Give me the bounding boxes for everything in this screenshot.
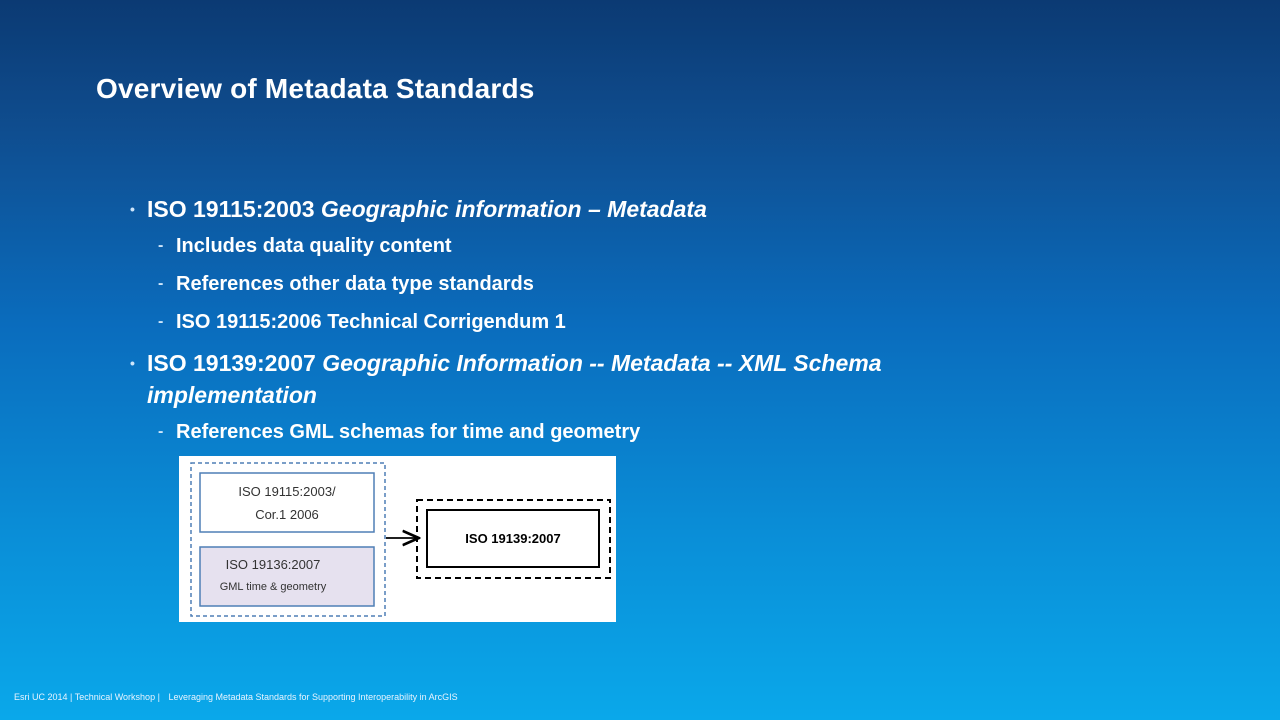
diagram-svg: [179, 456, 616, 622]
sub-item: [130, 227, 1030, 265]
dash-icon: -: [158, 275, 164, 292]
sub-item: [130, 303, 1030, 341]
bullet-item-iso19139: [130, 347, 1030, 411]
iso19136-box-line2: GML time & geometry: [219, 581, 327, 593]
bullet-italic: Geographic Information -- Metadata -- XML Schema implementation: [147, 350, 882, 408]
sub-item-label: References GML schemas for time and geometry: [176, 421, 641, 443]
sub-item-label: ISO 19115:2006 Technical Corrigendum 1: [176, 311, 566, 333]
iso19115-box-line2: Cor.1 2006: [255, 507, 319, 522]
sub-item: [130, 265, 1030, 303]
iso19115-box-line1: ISO 19115:2003/: [238, 484, 336, 499]
sub-item-label: References other data type standards: [176, 273, 534, 295]
iso19115-box: [200, 473, 374, 532]
bullet-lead: ISO 19115:2003: [147, 196, 321, 222]
footer-session-title: Leveraging Metadata Standards for Supporting Interoperability in ArcGIS: [168, 692, 458, 702]
bullet-lead: ISO 19139:2007: [147, 350, 323, 376]
bullet-item-iso19115: [130, 193, 1030, 225]
bullet-list: [130, 193, 1030, 451]
bullet-icon: •: [130, 201, 135, 217]
footer-event: Esri UC 2014 | Technical Workshop |: [14, 692, 160, 702]
footer: [14, 692, 464, 702]
standards-diagram: [179, 456, 616, 622]
dash-icon: -: [158, 237, 164, 254]
bullet-icon: •: [130, 355, 135, 371]
sub-item-label: Includes data quality content: [176, 235, 452, 257]
sub-item: [130, 413, 1030, 451]
iso19139-box-label: ISO 19139:2007: [465, 531, 561, 546]
bullet-italic: Geographic information – Metadata: [320, 196, 707, 222]
dash-icon: -: [158, 423, 164, 440]
iso19136-box-line1: ISO 19136:2007: [225, 557, 321, 572]
iso19136-box: [200, 547, 374, 606]
slide-title: Overview of Metadata Standards: [96, 73, 535, 104]
dash-icon: -: [158, 313, 164, 330]
